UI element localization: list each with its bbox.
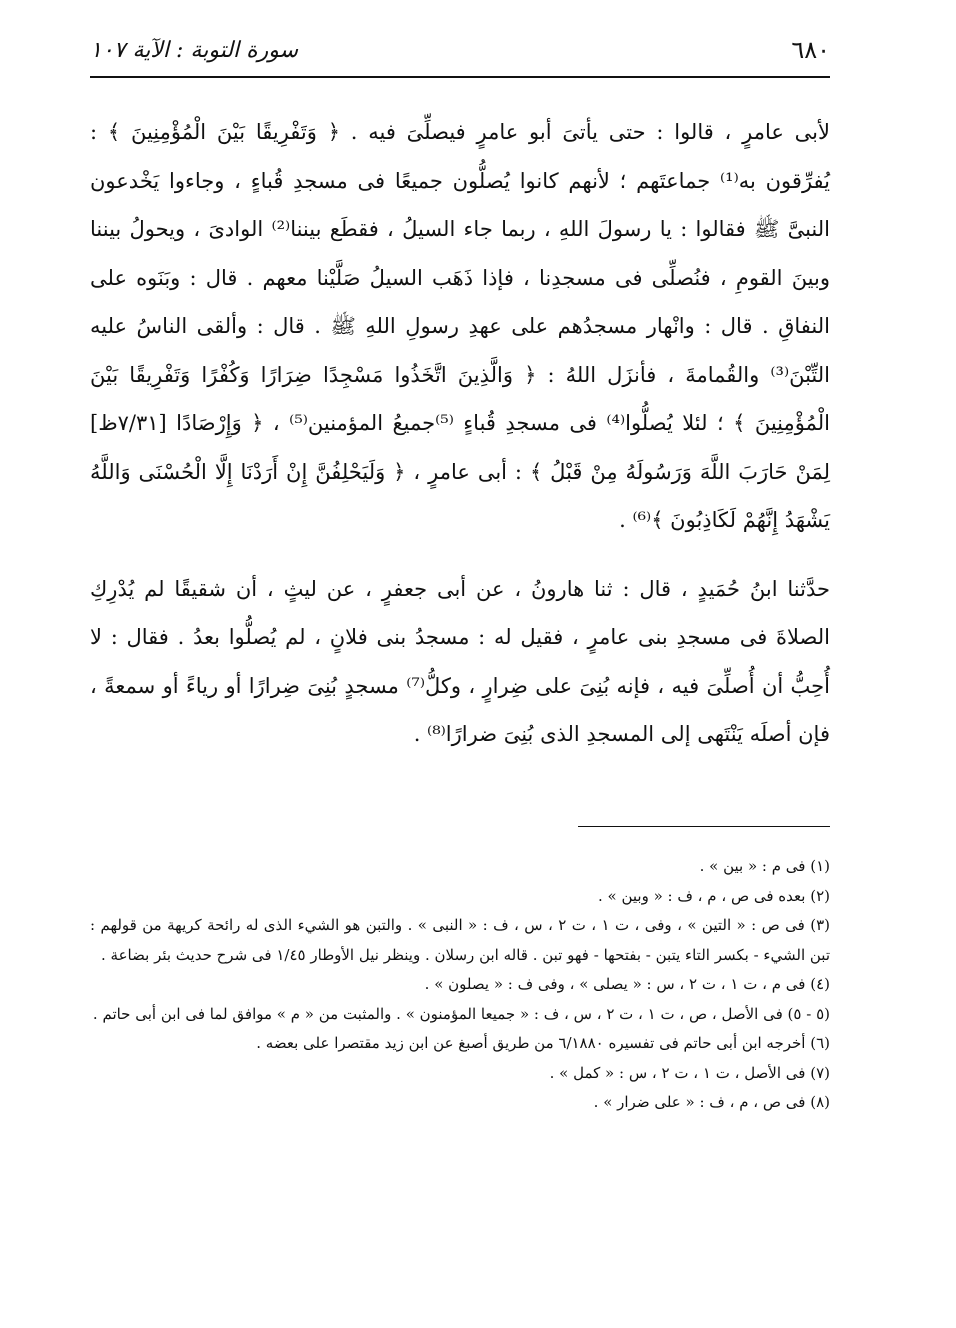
paragraph-hadith: حدَّثنا ابنُ حُمَيدٍ ، قال : ثنا هارونُ ، عن أبى جعفرٍ ، عن ليثٍ ، أن شقيقًا لم يُدْرِكِ الصلاةَ فى مسجدِ بنى عامرٍ ، فقيل له : مسجدُ بنى فلانٍ ، لم يُصلُّوا بعدُ . فقال : لا أُحِبُّ أن أُصلِّىَ فيه ، فإنه بُنِىَ على ضِرارٍ ، وكلُّ⁽⁷⁾ مسجدٍ بُنِىَ ضِرارًا أو رياءً أو سمعةً ، فإن أصلَه يَنْتَهى إلى المسجدِ الذى بُنِىَ ضرارًا⁽⁸⁾ . [90, 576, 830, 746]
footnote: (٧) فى الأصل ، ت ١ ، ت ٢ ، س : « كمل » . [549, 1063, 830, 1082]
page-header [90, 30, 830, 70]
header-rule [90, 76, 830, 78]
footnote: (٣) فى ص : « التين » ، وفى ، ت ١ ، ت ٢ ، س ، ف : « النبى » . والتبن هو الشيء الذى له رائحة كريهة من قولهم : تبن الشيء - بكسر التاء يتبن - بفتحها - فهو تبن . قاله ابن رسلان . وينظر نيل الأوطار ١/٤٥ فى شرح حديث بئر بضاعة . [90, 916, 830, 964]
main-text [90, 108, 830, 759]
footnote: (٨) فى ص ، م ، ف : « على ضرار » . [593, 1093, 830, 1111]
footnote: (٤) فى م ، ت ١ ، ت ٢ ، س : « يصلى » ، وفى ف : « يصلون » . [424, 975, 830, 993]
footnote: (٢) بعده فى ص ، م ، ف : « وبين » . [597, 886, 830, 905]
running-title: سورة التوبة : الآية ١٠٧ [90, 37, 299, 63]
footnote-separator [578, 826, 830, 827]
page-number: ٦٨٠ [791, 36, 830, 64]
footnote: (٥ - ٥) فى الأصل ، ص ، ت ١ ، ت ٢ ، س ، ف : « جميعا المؤمنون » . والمثبت من « م » موافق لما فى ابن أبى حاتم . [92, 1004, 830, 1023]
footnote: (٦) أخرجه ابن أبى حاتم فى تفسيره ٦/١٨٨٠ من طريق أصبغ عن ابن زيد مقتصرا على بعضه . [256, 1034, 830, 1052]
footnotes [90, 852, 830, 1118]
paragraph-tafsir: لأبى عامرٍ ، قالوا : حتى يأتىَ أبو عامرٍ فيصلِّىَ فيه . ﴿ وَتَفْرِيقًا بَيْنَ الْمُؤْمِنِينَ ﴾ : يُفرِّقون به⁽¹⁾ جماعتَهم ؛ لأنهم كانوا يُصلُّون جميعًا فى مسجدِ قُباءٍ ، وجاءوا يَخْدعون النبىَّ ﷺ فقالوا : يا رسولَ اللهِ ، ربما جاء السيلُ ، فقطَع بيننا⁽²⁾ الوادىَ ، ويحولُ بيننا وبينَ القومِ ، فنُصلِّى فى مسجدِنا ، فإذا ذَهَب السيلُ صَلَّيْنا معهم . قال : وبَنَوه على النفاقِ . قال : وانْهار مسجدُهم على عهدِ رسولِ اللهِ ﷺ . قال : وألقى الناسُ عليه التِّبْنَ⁽³⁾ والقُمامةَ ، فأنزَل اللهُ : ﴿ وَالَّذِينَ اتَّخَذُوا مَسْجِدًا ضِرَارًا وَكُفْرًا وَتَفْرِيقًا بَيْنَ الْمُؤْمِنِينَ ﴾ ؛ لئلا يُصلُّوا⁽⁴⁾ فى مسجدِ قُباءٍ ⁽⁵⁾جميعُ المؤمنين⁽⁵⁾ ، ﴿ وَإِرْصَادًا [٧/٣١ظ] لِمَنْ حَارَبَ اللَّهَ وَرَسُولَهُ مِنْ قَبْلُ ﴾ : أبى عامرٍ ، ﴿ وَلَيَحْلِفُنَّ إِنْ أَرَدْنَا إِلَّا الْحُسْنَى وَاللَّهُ يَشْهَدُ إِنَّهُمْ لَكَاذِبُونَ ﴾⁽⁶⁾ . [90, 120, 831, 532]
footnote: (١) فى م : « بين » . [699, 857, 830, 875]
